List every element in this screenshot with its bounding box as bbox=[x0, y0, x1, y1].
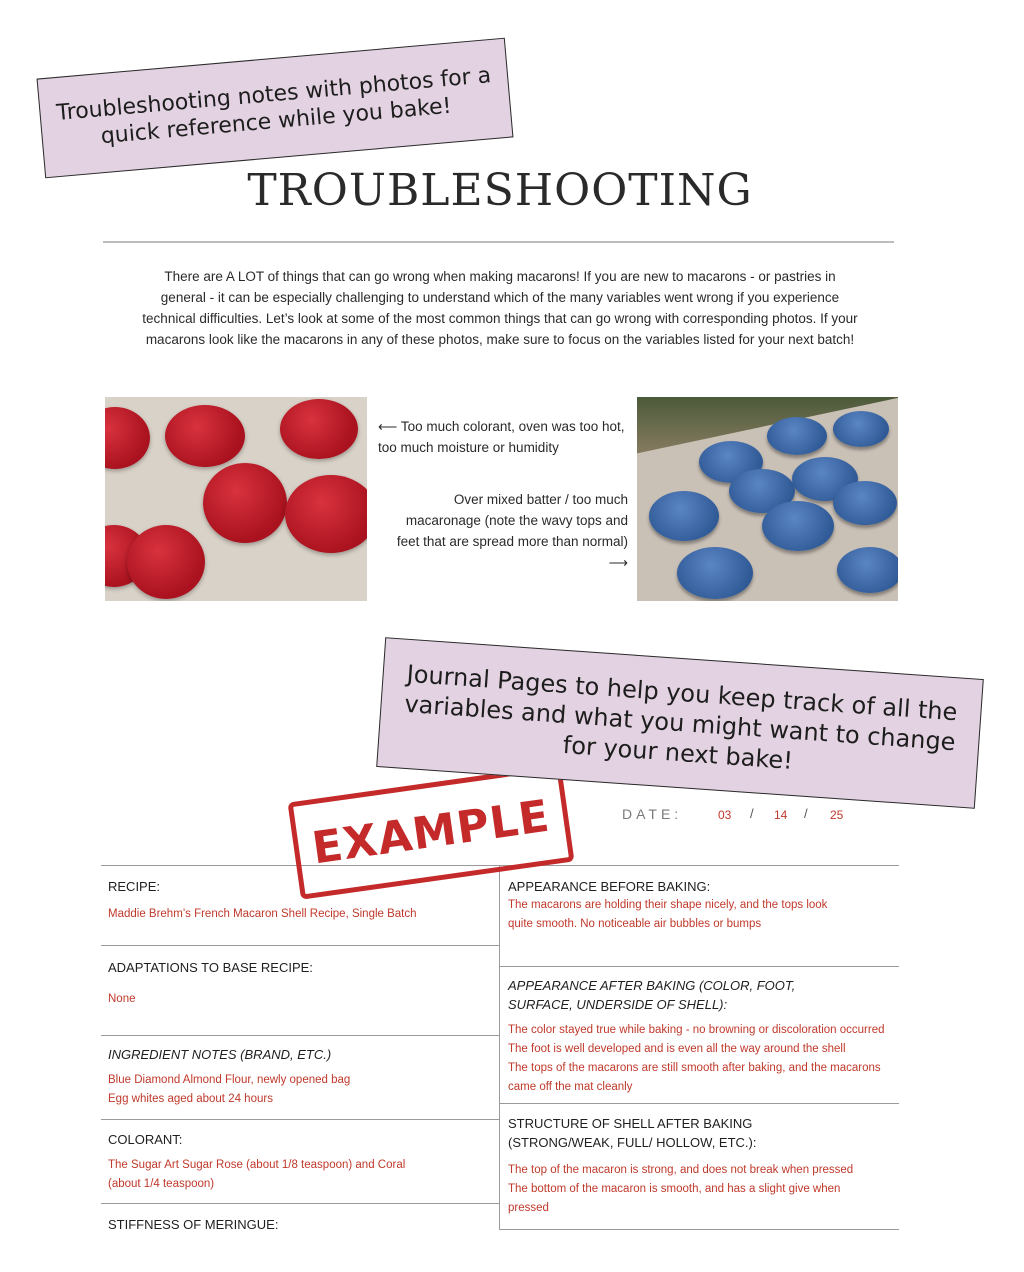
row-divider bbox=[500, 1103, 899, 1104]
colorant-label: COLORANT: bbox=[108, 1132, 183, 1147]
after-baking-label: APPEARANCE AFTER BAKING (COLOR, FOOT, SURFACE, UNDERSIDE OF SHELL): bbox=[508, 978, 796, 1012]
ingredient-notes-value: Blue Diamond Almond Flour, newly opened bag Egg whites aged about 24 hours bbox=[108, 1074, 351, 1105]
macaron-shell bbox=[833, 411, 889, 447]
example-stamp: EXAMPLE bbox=[288, 764, 575, 899]
ingredient-notes-label: INGREDIENT NOTES (BRAND, ETC.) bbox=[108, 1047, 332, 1062]
row-divider bbox=[101, 1203, 499, 1204]
row-divider bbox=[500, 1229, 899, 1230]
structure-label: STRUCTURE OF SHELL AFTER BAKING (STRONG/WEAK, FULL/ HOLLOW, ETC.): bbox=[508, 1116, 757, 1150]
macaron-shell bbox=[649, 491, 719, 541]
sticky-note-photos: Troubleshooting notes with photos for a quick reference while you bake! bbox=[37, 38, 514, 179]
row-divider bbox=[500, 966, 899, 967]
adaptations-value: None bbox=[108, 993, 136, 1005]
after-baking-value: The color stayed true while baking - no browning or discoloration occurred The foot is well developed and is even all the way around the shell The tops of the macarons are still smooth after baking, and the macarons came off the mat cleanly bbox=[508, 1024, 885, 1093]
date-year: 25 bbox=[830, 808, 844, 822]
macaron-shell bbox=[767, 417, 827, 455]
adaptations-label: ADAPTATIONS TO BASE RECIPE: bbox=[108, 960, 313, 975]
caption-red-photo: ⟵ Too much colorant, oven was too hot, too much moisture or humidity bbox=[378, 419, 625, 455]
macaron-shell bbox=[285, 475, 367, 553]
caption-blue-photo: Over mixed batter / too much macaronage (note the wavy tops and feet that are spread more than normal) ⟶ bbox=[396, 492, 628, 570]
intro-paragraph: There are A LOT of things that can go wrong when making macarons! If you are new to macarons - or pastries in general - it can be especially challenging to understand which of the many variables went wrong if you experience technical difficulties. Let’s look at some of the most common things that can go wrong with corresponding photos. If your macarons look like the macarons in any of these photos, make sure to focus on the variables listed for your next batch! bbox=[142, 269, 858, 347]
date-month: 03 bbox=[718, 808, 732, 822]
row-divider bbox=[101, 1035, 499, 1036]
recipe-label: RECIPE: bbox=[108, 879, 161, 894]
before-baking-value: The macarons are holding their shape nicely, and the tops look quite smooth. No noticeable air bubbles or bumps bbox=[508, 899, 828, 930]
macaron-shell bbox=[165, 405, 245, 467]
date-separator: / bbox=[804, 806, 808, 821]
stiffness-label: STIFFNESS OF MERINGUE: bbox=[108, 1217, 279, 1232]
macaron-shell bbox=[280, 399, 358, 459]
macaron-shell bbox=[203, 463, 287, 543]
macaron-shell bbox=[762, 501, 834, 551]
page-title: TROUBLESHOOTING bbox=[247, 165, 753, 216]
blue-macarons-photo bbox=[637, 397, 898, 601]
date-day: 14 bbox=[774, 808, 788, 822]
row-divider bbox=[101, 945, 499, 946]
macaron-shell bbox=[833, 481, 897, 525]
macaron-shell bbox=[105, 407, 150, 469]
title-divider bbox=[103, 241, 894, 243]
red-macarons-photo bbox=[105, 397, 367, 601]
macaron-shell bbox=[677, 547, 753, 599]
before-baking-label: APPEARANCE BEFORE BAKING: bbox=[508, 879, 711, 894]
journal-column-divider bbox=[499, 866, 500, 1230]
row-divider bbox=[101, 1119, 499, 1120]
recipe-value: Maddie Brehm’s French Macaron Shell Recipe, Single Batch bbox=[108, 908, 417, 920]
macaron-shell bbox=[127, 525, 205, 599]
date-label: DATE: bbox=[622, 806, 683, 822]
structure-value: The top of the macaron is strong, and does not break when pressed The bottom of the macaron is smooth, and has a slight give when pressed bbox=[508, 1164, 854, 1214]
sticky-note-journal: Journal Pages to help you keep track of all the variables and what you might want to change for your next bake! bbox=[376, 637, 984, 809]
macaron-shell bbox=[837, 547, 898, 593]
colorant-value: The Sugar Art Sugar Rose (about 1/8 teaspoon) and Coral (about 1/4 teaspoon) bbox=[108, 1159, 406, 1190]
date-separator: / bbox=[750, 806, 754, 821]
